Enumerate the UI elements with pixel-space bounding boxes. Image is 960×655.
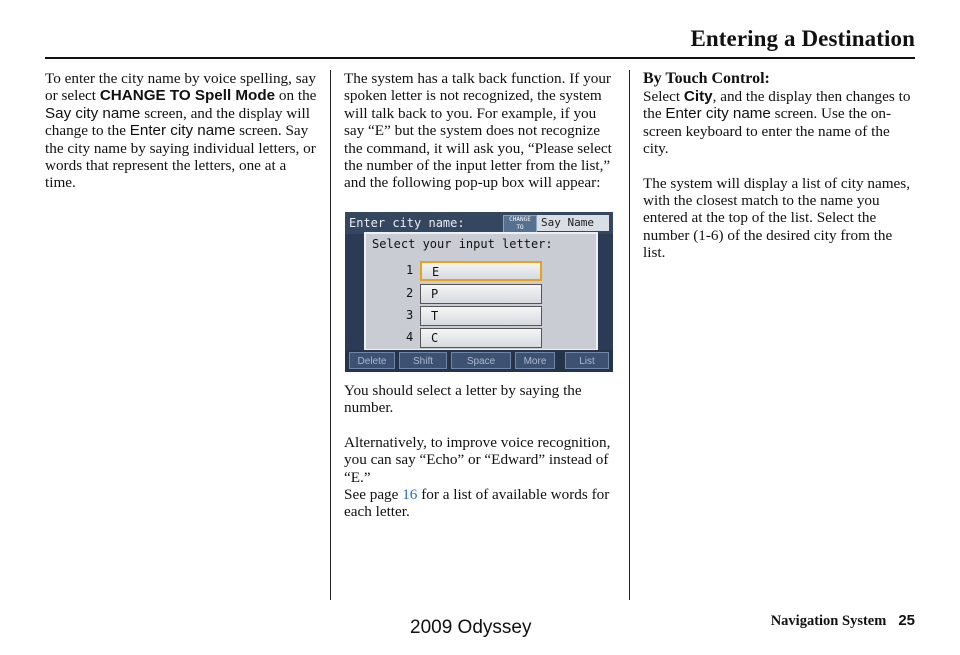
option-number: 1 bbox=[406, 263, 414, 277]
alternative-paragraph: Alternatively, to improve voice recognition, you can say “Echo” or “Edward” instead of “E.” bbox=[344, 433, 611, 486]
page-footer bbox=[771, 612, 915, 630]
say-city-name-label: Say city name bbox=[45, 104, 141, 122]
column-2 bbox=[344, 70, 616, 192]
option-letter: T bbox=[420, 306, 542, 326]
popup-title: Select your input letter: bbox=[372, 237, 553, 251]
option-number: 2 bbox=[406, 286, 414, 300]
city-list-paragraph: The system will display a list of city names, with the closest match to the name you entered at the top of the list. Select the number (1-6) of the desired city from the list. bbox=[643, 174, 911, 262]
column-1 bbox=[45, 70, 317, 192]
option-letter: P bbox=[420, 284, 542, 304]
see-page-paragraph bbox=[344, 486, 616, 521]
footer-section: Navigation System bbox=[770, 613, 887, 629]
screen-footer bbox=[345, 350, 613, 372]
page-title: Entering a Destination bbox=[690, 26, 915, 51]
column-divider bbox=[629, 70, 630, 600]
enter-city-name-screen-label: Enter city name: bbox=[349, 216, 465, 230]
delete-button: Delete bbox=[349, 352, 395, 369]
option-letter: E bbox=[420, 261, 542, 281]
title-rule bbox=[45, 57, 915, 59]
option-letter: C bbox=[420, 328, 542, 348]
talkback-paragraph: The system has a talk back function. If your spoken letter is not recognized, the system will talk back to you. For example, if you say “E” but the system does not recognize the command, it will ask you, “Please select the number of the input letter from the list,” and the following pop-up box will appear: bbox=[344, 70, 612, 192]
say-name-button: Say Name bbox=[537, 215, 609, 231]
more-button: More bbox=[515, 352, 555, 369]
select-letter-paragraph: You should select a letter by saying the number. bbox=[344, 382, 582, 417]
option-number: 4 bbox=[406, 330, 414, 344]
col3-text: , and the display then changes to the bbox=[643, 88, 911, 123]
column-2-lower bbox=[344, 382, 616, 521]
col3-text: screen. Use the on-screen keyboard to enter the name of the city. bbox=[643, 105, 892, 158]
select-letter-popup bbox=[364, 232, 598, 351]
space-button: Space bbox=[451, 352, 511, 369]
enter-city-name-label: Enter city name bbox=[665, 105, 771, 123]
page-16-link[interactable]: 16 bbox=[402, 486, 418, 504]
change-to-spell-mode-label: CHANGE TO Spell Mode bbox=[99, 87, 276, 105]
column-3 bbox=[643, 70, 918, 262]
touch-control-paragraph bbox=[643, 88, 918, 158]
col1-text: To enter the city name by voice spelling, say or select bbox=[45, 70, 316, 105]
col1-text: screen, and the display will change to the bbox=[45, 104, 310, 140]
option-number: 3 bbox=[406, 308, 414, 322]
nav-screen-image bbox=[345, 212, 613, 372]
see-page-text: See page bbox=[344, 486, 403, 504]
col1-paragraph bbox=[45, 70, 317, 192]
city-label: City bbox=[683, 88, 713, 105]
column-divider bbox=[330, 70, 331, 600]
see-page-text: for a list of available words for each letter. bbox=[344, 486, 610, 521]
watermark: 2009 Odyssey bbox=[410, 617, 532, 638]
col1-text: on the bbox=[275, 87, 317, 105]
page-number: 25 bbox=[898, 612, 915, 629]
touch-control-heading: By Touch Control: bbox=[643, 70, 770, 87]
col3-text: Select bbox=[643, 88, 684, 105]
col1-text: screen. Say the city name by saying individual letters, or words that represent the letters, one at a time. bbox=[45, 122, 316, 192]
screen-header bbox=[345, 212, 613, 234]
shift-button: Shift bbox=[399, 352, 447, 369]
enter-city-name-label: Enter city name bbox=[129, 122, 236, 140]
change-to-button: CHANGE TO bbox=[503, 215, 537, 233]
list-button: List bbox=[565, 352, 609, 369]
